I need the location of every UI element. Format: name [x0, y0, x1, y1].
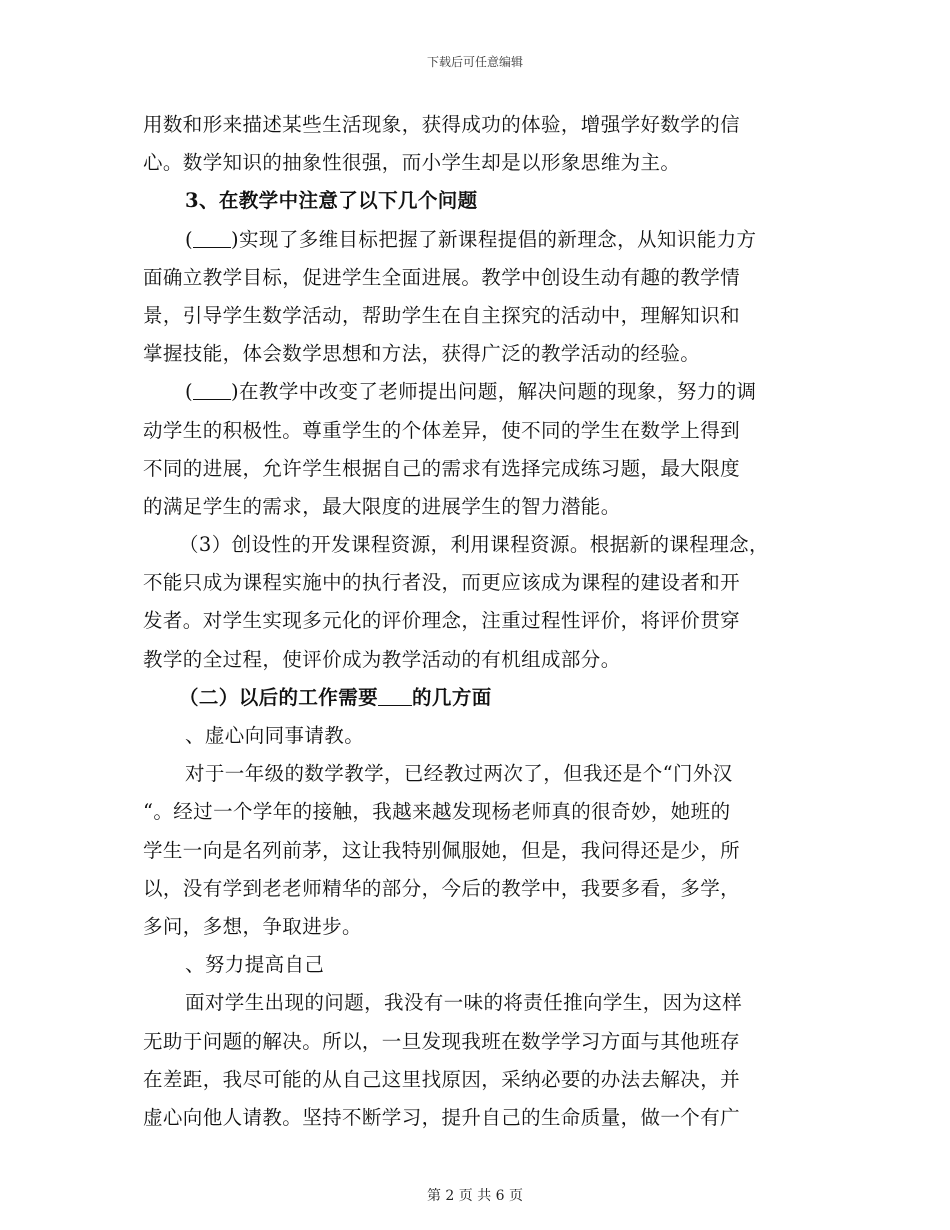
paragraph-line: 无助于问题的解决。所以，一旦发现我班在数学学习方面与其他班存	[143, 1029, 741, 1053]
paragraph-line: 动学生的积极性。尊重学生的个体差异，使不同的学生在数学上得到	[143, 418, 741, 442]
paragraph-line: 不能只成为课程实施中的执行者没，而更应该成为课程的建设者和开	[143, 571, 741, 595]
paragraph-line: 多问，多想，争取进步。	[143, 914, 362, 938]
page-header: 下载后可任意编辑	[426, 55, 523, 69]
paragraph-line: 面对学生出现的问题，我没有一味的将责任推向学生，因为这样	[185, 991, 743, 1015]
section-heading	[143, 679, 823, 717]
section-heading: 3、在教学中注意了以下几个问题	[185, 189, 478, 213]
paren-close: )	[231, 380, 240, 404]
paragraph-line: 用数和形来描述某些生活现象，获得成功的体验，增强学好数学的信	[143, 113, 741, 136]
paragraph-line: 心。数学知识的抽象性很强，而小学生却是以形象思维为主。	[143, 151, 681, 175]
subheading-line: 、努力提高自己	[185, 953, 325, 977]
paragraph-line: 虚心向他人请教。坚持不断学习，提升自己的生命质量，做一个有广	[143, 1105, 741, 1129]
paragraph-line: 的满足学生的需求，最大限度的进展学生的智力潜能。	[143, 494, 621, 518]
subheading-line: 、虚心向同事请教。	[185, 724, 365, 747]
fill-blank	[193, 227, 231, 248]
heading-text: （二）以后的工作需要	[179, 685, 379, 709]
paragraph-line: 掌握技能，体会数学思想和方法，获得广泛的教学活动的经验。	[143, 342, 701, 366]
paragraph-line: “。经过一个学年的接触，我越来越发现杨老师真的很奇妙，她班的	[143, 800, 731, 824]
fill-blank	[378, 685, 412, 706]
paragraph-line: 对于一年级的数学教学，已经教过两次了，但我还是个“门外汉	[185, 762, 733, 786]
paragraph-text: 在教学中改变了老师提出问题，解决问题的现象，努力的调	[239, 380, 757, 404]
paragraph-line: 在差距，我尽可能的从自己这里找原因，采纳必要的办法去解决，并	[143, 1067, 741, 1091]
page-footer: 第 2 页 共 6 页	[426, 1188, 524, 1204]
paragraph-line: 景，引导学生数学活动，帮助学生在自主探究的活动中，理解知识和	[143, 303, 741, 327]
paren-open: (	[185, 227, 194, 251]
paren-close: )	[231, 227, 240, 251]
paragraph-line: （3）创设性的开发课程资源，利用课程资源。根据新的课程理念，	[179, 533, 769, 557]
paragraph-line: 发者。对学生实现多元化的评价理念，注重过程性评价，将评价贯穿	[143, 609, 741, 633]
paragraph-line	[143, 373, 823, 411]
paragraph-line: 以，没有学到老老师精华的部分，今后的教学中，我要多看，多学，	[143, 876, 741, 900]
paragraph-line: 不同的进展，允许学生根据自己的需求有选择完成练习题，最大限度	[143, 456, 741, 480]
fill-blank	[193, 380, 231, 401]
paragraph-line: 教学的全过程，使评价成为教学活动的有机组成部分。	[143, 647, 621, 671]
heading-text: 的几方面	[412, 685, 492, 709]
paragraph-line	[143, 221, 823, 259]
paragraph-text: 实现了多维目标把握了新课程提倡的新理念，从知识能力方	[239, 227, 757, 251]
paren-open: (	[185, 380, 194, 404]
paragraph-line: 面确立教学目标，促进学生全面进展。教学中创设生动有趣的教学情	[143, 265, 741, 289]
document-body	[143, 106, 823, 1137]
paragraph-line: 学生一向是名列前茅，这让我特别佩服她，但是，我问得还是少，所	[143, 838, 741, 862]
